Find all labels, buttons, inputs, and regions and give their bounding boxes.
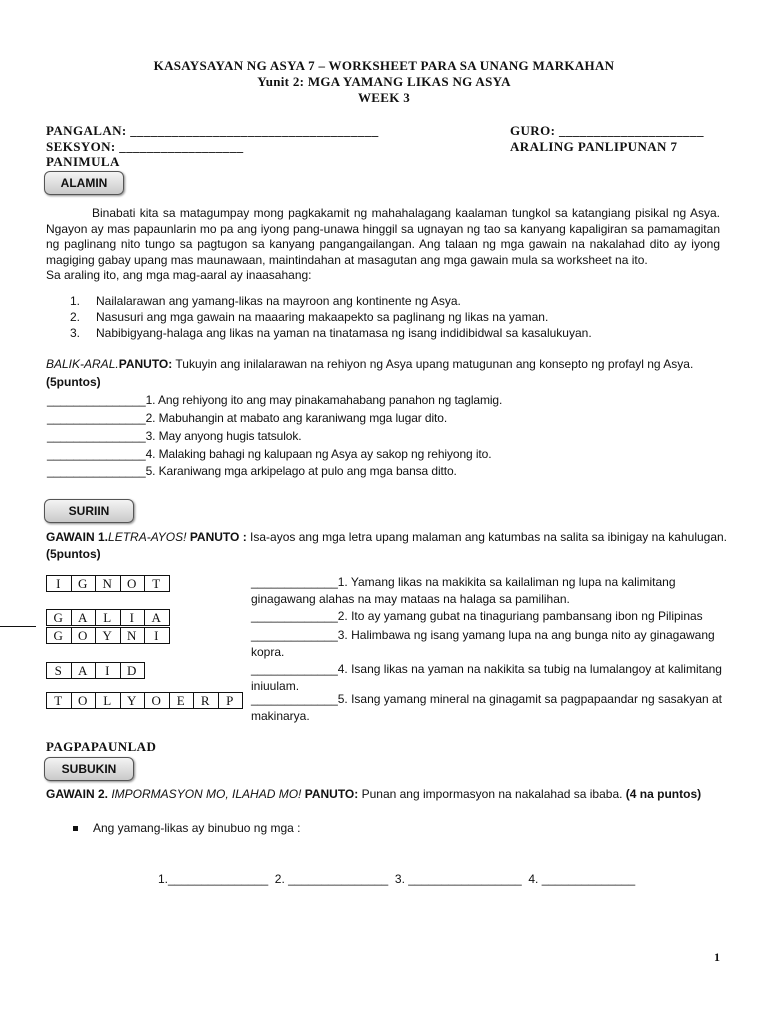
pagpapaunlad-heading: PAGPAPAUNLAD (46, 739, 157, 754)
gawain1-points: (5puntos) (46, 547, 101, 561)
gawain2-instructions: GAWAIN 2. IMPORMASYON MO, ILAHAD MO! PANUTO: Punan ang impormasyon na nakalahad sa ibaba. (4 na puntos) (46, 787, 702, 801)
worksheet-title: KASAYSAYAN NG ASYA 7 – WORKSHEET PARA SA UNANG MARKAHAN (153, 58, 615, 73)
answer-blanks[interactable]: 1._______________ 2. _______________ 3. _________________ 4. ______________ (158, 872, 636, 886)
scramble-2: G A L I A (46, 609, 170, 626)
gawain1-question[interactable]: _____________4. Isang likas na yaman na nakikita sa tubig na lumalangoy at kalimitang iniuulam. (251, 662, 722, 693)
intro-expectation: Sa araling ito, ang mga mag-aaral ay inaasahang: (46, 268, 312, 282)
gawain1-question[interactable]: _____________2. Ito ay yamang gubat na tinaguriang pambansang ibon ng Pilipinas (251, 609, 703, 623)
bullet-text: Ang yamang-likas ay binubuo ng mga : (93, 821, 301, 835)
scramble-1: I G N O T (46, 575, 170, 592)
bullet-icon (73, 826, 78, 831)
alamin-button[interactable]: ALAMIN (44, 171, 124, 195)
panimula-heading: PANIMULA (46, 154, 120, 169)
balik-question[interactable]: _______________4. Malaking bahagi ng kalupaan ng Asya ay sakop ng rehiyong ito. (47, 447, 492, 461)
intro-paragraph: Binabati kita sa matagumpay mong pagkakamit ng mahahalagang kaalaman tungkol sa katangiang pisikal ng Asya. Ngayon ay mas papaunlarin mo pa ang iyong pang-unawa hinggil sa ugnayan ng tao sa kanyang kapaligiran sa pamamagitan ng paglinang nito tungo sa pagtugon sa kanyang pangangailangan. Ang talaan ng mga gawain na nakalahad dito ay iyong magiging gabay upang mas maunawaan, maintindahan at masagutan ang mga gawain mula sa worksheet na ito. (46, 206, 720, 267)
week-title: WEEK 3 (357, 90, 410, 105)
balik-aral-instructions: BALIK-ARAL.PANUTO: Tukuyin ang inilalarawan na rehiyon ng Asya upang matugunan ang konsepto ng profayl ng Asya. (46, 357, 694, 371)
name-field[interactable]: PANGALAN: ____________________________________ (46, 123, 379, 138)
teacher-field[interactable]: GURO: _____________________ (510, 123, 704, 138)
section-field[interactable]: SEKSYON: __________________ (46, 139, 244, 154)
margin-line (0, 626, 36, 627)
scramble-3: G O Y N I (46, 627, 170, 644)
unit-title: Yunit 2: MGA YAMANG LIKAS NG ASYA (257, 74, 511, 89)
balik-question[interactable]: _______________1. Ang rehiyong ito ang may pinakamahabang panahon ng taglamig. (47, 393, 503, 407)
subukin-button[interactable]: SUBUKIN (44, 757, 134, 781)
balik-question[interactable]: _______________3. May anyong hugis tatsulok. (47, 429, 302, 443)
gawain1-question[interactable]: _____________1. Yamang likas na makikita sa kailaliman ng lupa na kalimitang ginagawang alahas na may mataas na halaga sa pamilihan. (251, 575, 676, 606)
balik-question[interactable]: _______________5. Karaniwang mga arkipelago at pulo ang mga bansa ditto. (47, 464, 457, 478)
balik-question[interactable]: _______________2. Mabuhangin at mabato ang karaniwang mga lugar dito. (47, 411, 448, 425)
subject-label: ARALING PANLIPUNAN 7 (510, 139, 678, 154)
scramble-4: S A I D (46, 662, 145, 679)
balik-aral-points: (5puntos) (46, 375, 101, 389)
gawain1-instructions: GAWAIN 1.LETRA-AYOS! PANUTO : Isa-ayos ang mga letra upang malaman ang katumbas na salita sa ibinigay na kahulugan. (46, 530, 728, 544)
gawain1-question[interactable]: _____________5. Isang yamang mineral na ginagamit sa pagpapaandar ng sasakyan at makinarya. (251, 692, 723, 723)
scramble-5: T O L Y O E R P (46, 692, 243, 709)
page-number: 1 (714, 950, 720, 964)
suriin-button[interactable]: SURIIN (44, 499, 134, 523)
gawain1-question[interactable]: _____________3. Halimbawa ng isang yamang lupa na ang bunga nito ay ginagawang kopra. (251, 628, 715, 659)
